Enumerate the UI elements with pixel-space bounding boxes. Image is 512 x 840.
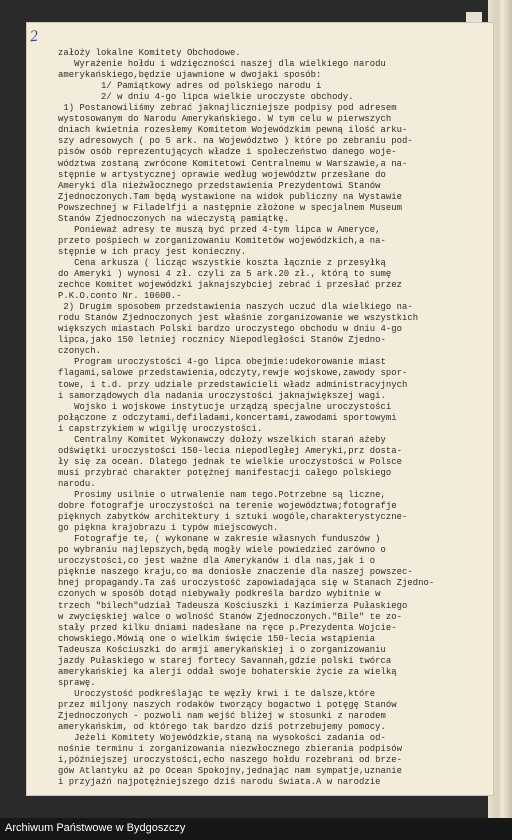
text-line: chowskiego.Mówią one o wielkim święcie 150-lecia wstąpienia [58, 633, 376, 644]
text-line: lipca,jako 150 letniej rocznicy Niepodległości Stanów Zjedno- [58, 335, 386, 346]
text-line: gów Atlantyku aż po Ocean Spokojny,jednając nam sympatje,uznanie [58, 766, 403, 777]
text-line: towe, i t.d. przy udziale przedstawicieli władz administracyjnych [58, 379, 408, 390]
text-line: czonych. [58, 346, 102, 357]
text-line: Jeżeli Komitety Wojewódzkie,staną na wysokości zadania od- [58, 733, 386, 744]
text-line: Program uroczystości 4-go lipca obejmie:udekorowanie miast [58, 357, 386, 368]
text-line: sprawę. [58, 677, 96, 688]
text-line: nośnie terminu i zorganizowania niezwłocznego zbierania podpisów [58, 744, 403, 755]
text-line: wystosowanym do Narodu Amerykańskiego. W tym celu w pierwszych [58, 114, 392, 125]
text-line: do Ameryki ) wynosi 4 zł. czyli za 5 ark.20 zł., którą to sumę [58, 269, 392, 279]
text-line: połączone z odczytami,defiladami,koncertami,zawodami sportowymi [58, 412, 397, 423]
text-line: Fotografje te, ( wykonane w zakresie własnych funduszów ) [58, 534, 381, 545]
text-line: i samorządowych dla nadania uroczystości jaknajwiększej wagi. [58, 390, 386, 401]
text-line: Centralny Komitet Wykonawczy dołoży wszelkich starań ażeby [58, 434, 386, 445]
text-line: dobre fotografje uroczystości na terenie województwa;fotografje [58, 501, 397, 512]
text-line: dniach kwietnia rozesłemy Komitetom Wojewódzkim pewną ilość arku- [58, 125, 408, 136]
text-line: w zwycięskiej walce o wolność Stanów Zjednoczonych."Bile" te zo- [58, 611, 403, 622]
text-line: Ponieważ adresy te muszą być przed 4-tym lipca w Ameryce, [58, 224, 381, 235]
text-line: Powszechnej w Filadelfji a następnie złożone w specjalnem Museum [58, 202, 403, 213]
text-line: stępnie w artystycznej oprawie według województw przesłane do [58, 169, 386, 180]
text-line: większych miastach Polski bardzo uroczystego obchodu w dniu 4-go [58, 324, 403, 335]
text-line: Wyrażenie hołdu i wdzięczności naszej dla wielkiego narodu [58, 59, 386, 70]
text-line: ły się za ocean. Dlatego jednak te wielkie uroczystości w Polsce [58, 456, 403, 467]
text-line: Uroczystość podkreślając te węzły krwi i te dalsze,które [58, 688, 376, 699]
text-line: musi przybrać charakter potężnej manifestacji całego polskiego [58, 467, 392, 478]
text-line: Stanów Zjednoczonych na wieczystą pamiątkę. [58, 213, 290, 224]
archive-footer [0, 818, 512, 840]
document-page [26, 22, 494, 796]
text-line: stały przed kilku dniami nadesłane na ręce p.Prezydenta Wojcie- [58, 622, 397, 633]
text-line: czonych w sposób dotąd niebywały podkreśla bardzo wybitnie w [58, 589, 381, 600]
text-line: Ameryki dla nieżwłocznego przedstawienia Prezydentowi Stanów [58, 180, 381, 191]
text-line: założy lokalne Komitety Obchodowe. [58, 48, 241, 58]
text-line: Tadeusza Kościuszki do armji amerykańskiej i o zorganizowaniu [58, 644, 386, 655]
text-line: flagami,salowe przedstawienia,odczyty,rewje wojskowe,zawody spor- [58, 368, 408, 379]
text-line: jazdy Pułaskiego w starej fortecy Savannah,gdzie polski twórca [58, 655, 392, 666]
text-line: 2/ w dniu 4-go lipca wielkie uroczyste obchody. [58, 92, 354, 103]
text-line: Zjednoczonych - pozwoli nam wejść bliżej w stosunki z narodem [58, 711, 386, 721]
text-line: i capstrzykiem w wigilję uroczystości. [58, 423, 263, 434]
text-line: pięknie naszego kraju,co ma doniosłe znaczenie dla naszej powszec- [58, 567, 413, 578]
text-line: Cena arkusza ( licząc wszystkie koszta łącznie z przesyłką [58, 257, 386, 268]
text-line: trzech "bilech"udział Tadeusza Kościuszki i Kazimierza Pułaskiego [58, 600, 408, 611]
text-line: i,późniejszej uroczystości,echo naszego hołdu rozebrani od brze- [58, 755, 403, 766]
archive-name: Archiwum Państwowe w Bydgoszczy [5, 822, 186, 834]
text-line: przez miljony naszych rodaków tworzący bogactwo i potęgę Stanów [58, 699, 397, 710]
text-line: po wybraniu najlepszych,będą mogły wiele powiedzieć zarówno o [58, 545, 386, 556]
text-line: Wojsko i wojskowe instytucje urządzą specjalne uroczystości [58, 401, 392, 412]
text-line: hnej propagandy.Ta zaś uroczystość zapowiadająca się w Stanach Zjedno- [58, 578, 435, 589]
text-line: amerykańskiego,będzie ujawnione w dwojaki sposób: [58, 70, 322, 81]
text-line: Zjednoczonych.Tam będą wystawione na widok publiczny na Wystawie [58, 191, 403, 202]
text-line: wództwa zostaną zwrócone Komitetowi Centralnemu w Warszawie,a na- [58, 158, 408, 169]
text-line: narodu. [58, 478, 96, 489]
text-line: 1) Postanowiliśmy zebrać jaknajliczniejsze podpisy pod adresem [58, 103, 397, 114]
text-line: 1/ Pamiątkowy adres od polskiego narodu i [58, 81, 322, 92]
text-line: odświętki uroczystości 150-lecia niepodległej Ameryki,prz dosta- [58, 445, 403, 456]
text-line: pisów osób reprezentujących władze i społeczeństwo danego woje- [58, 147, 397, 158]
text-line: Prosimy usilnie o utrwalenie nam tego.Potrzebne są liczne, [58, 490, 386, 500]
text-line: uroczystości,co jest ważne dla Amerykanów i dla nas,jak i o [58, 556, 376, 567]
text-line: go piękna krajobrazu i typów miejscowych. [58, 523, 279, 534]
text-line: amerykańskiej ka alerji oddał swoje bohaterskie życie za wielką [58, 666, 397, 677]
text-line: rodu Stanów Zjednoczonych jest właśnie zorganizowanie we wszystkich [58, 313, 419, 324]
text-line: przeto pośpiech w zorganizowaniu Komitetów wojewódzkich,a na- [58, 235, 386, 246]
text-line: i przyjaźń najpotężniejszego dziś narodu świata.A w narodzie [58, 777, 381, 788]
page-corner [466, 12, 482, 22]
text-line: amerykańskim, od którego tak bardzo dziś potrzebujemy pomocy. [58, 722, 386, 733]
text-line: szy adresowych ( po 5 ark. na Województwo ) które po zebraniu pod- [58, 136, 413, 147]
text-line: P.K.O.conto Nr. 10600.- [58, 291, 182, 302]
handwritten-page-number: 2 [29, 27, 39, 46]
text-line: zechce Komitet wojewódzki jaknajszybciej zebrać i przesłać przez [58, 280, 403, 291]
text-line: pięknych zabytków architektury i sztuki wogóle,charakterystyczne- [58, 512, 408, 523]
text-line: stępnie w ich pracy jest konieczny. [58, 246, 247, 257]
text-line: 2) Drugim sposobem przedstawienia naszych uczuć dla wielkiego na- [58, 302, 413, 313]
